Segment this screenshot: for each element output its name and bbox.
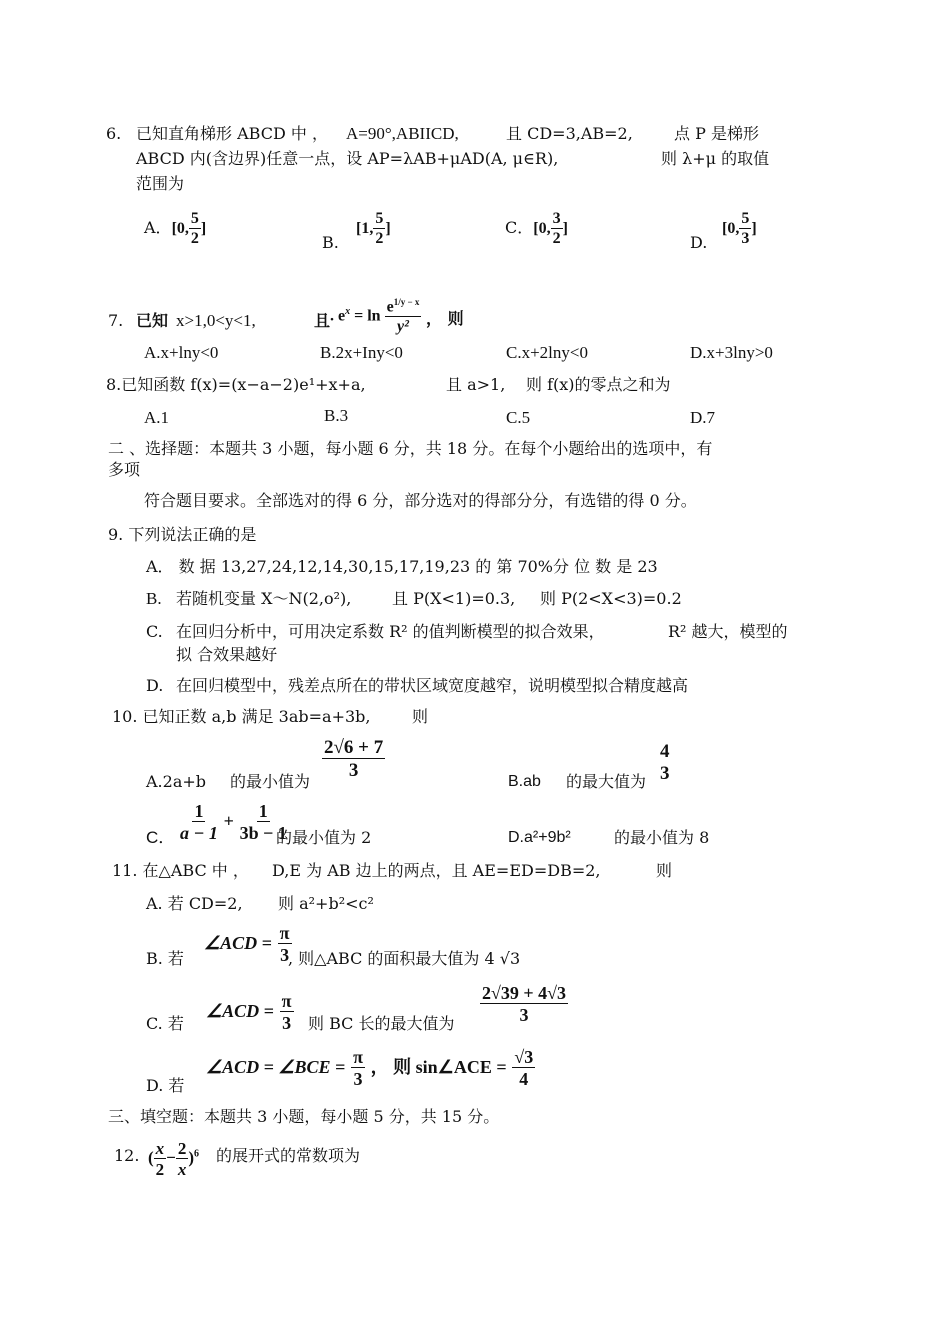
q6-stem-part4: 点 P 是梯形 [674, 124, 759, 143]
fraction [180, 802, 218, 842]
fraction-numerator: π [353, 1047, 363, 1067]
fraction-denominator: 2 [190, 229, 199, 247]
fraction-denominator: 3 [353, 1069, 363, 1089]
q12-stem: 的展开式的常数项为 [216, 1146, 361, 1165]
q12-number: 12. [114, 1146, 140, 1165]
q10-option-c-expr [180, 802, 287, 842]
eq-left: . e [330, 307, 346, 325]
angle-expression: ∠ACD = [206, 1001, 274, 1021]
q11-option-a-part2: 则 a²+b²<c² [278, 894, 374, 913]
q7-equation [330, 282, 421, 346]
q10-stem: 10. 已知正数 a,b 满足 3ab=a+3b, [112, 707, 371, 726]
q8-option-a: A.1 [144, 408, 170, 427]
interval-left: [0, [171, 220, 189, 237]
fraction-numerator: 3 [552, 209, 561, 227]
q11-option-d-condition [206, 1048, 535, 1088]
q10-option-a-value [322, 738, 385, 780]
q9-option-d-label: D. [146, 676, 164, 695]
fraction-denominator: 2 [155, 1160, 165, 1179]
fraction-denominator: 3 [280, 945, 290, 965]
angle-expression: ∠ACD = [204, 933, 272, 953]
fraction-numerator: 5 [375, 209, 384, 227]
q9-option-a: A． 数 据 13,27,24,12,14,30,15,17,19,23 的 第 70%分 位 数 是 23 [146, 557, 658, 576]
q8-stem-tail: 则 f(x)的零点之和为 [526, 375, 671, 394]
q6-stem-line2: ABCD 内(含边界)任意一点，设 AP=λAB+μAD(A, μ∈R), [136, 149, 559, 168]
q6-stem-line3: 范围为 [136, 174, 185, 193]
q10-option-d-text: 的最小值为 8 [614, 828, 710, 847]
fraction-numerator: x [155, 1139, 165, 1158]
q9-option-b-part3: 则 P(2<X<3)=0.2 [540, 589, 682, 608]
q9-option-c-label: C. [146, 622, 163, 641]
fraction [739, 211, 751, 247]
q10-stem-then: 则 [412, 707, 429, 726]
interval-left: [1, [356, 220, 374, 237]
interval-right: ] [385, 220, 391, 237]
q9-option-b-part2: 且 P(X<1)=0.3, [392, 589, 516, 608]
fraction-denominator: 2 [552, 229, 561, 247]
fraction-denominator: 3 [660, 763, 670, 784]
q9-option-c-part2: R² 越大，模型的 [668, 622, 788, 641]
eq-exponent: x [345, 306, 351, 317]
fraction [176, 1140, 189, 1178]
interval-left: [0, [533, 220, 551, 237]
q8-stem: 8.已知函数 f(x)=(x−a−2)e¹+x+a, [106, 375, 366, 394]
interval-right: ] [200, 220, 207, 237]
q9-option-c-part3: 拟 合效果越好 [176, 645, 278, 664]
fraction [658, 742, 672, 783]
q6-stem-part3: 且 CD=3,AB=2, [506, 124, 633, 143]
minus-sign: − [166, 1147, 176, 1167]
fraction [512, 1048, 535, 1088]
fraction-denominator: 3 [519, 1005, 529, 1025]
q11-option-b-text: , 则△ABC 的面积最大值为 4 √3 [288, 949, 521, 968]
fraction-numerator: π [279, 923, 290, 943]
q10-option-b-value [658, 742, 672, 783]
section-2-line1: 二 、选择题：本题共 3 小题，每小题 6 分，共 18 分。在每个小题给出的选项中，有 [108, 439, 713, 458]
q6-number: 6. [106, 124, 122, 143]
q8-option-c: C.5 [506, 408, 531, 427]
fraction-numerator [385, 298, 422, 317]
fraction-numerator: 5 [190, 209, 199, 227]
q11-stem-then: 则 [656, 861, 673, 880]
fraction [154, 1140, 167, 1178]
paren-open: ( [148, 1147, 154, 1167]
interval-right: ] [562, 220, 568, 237]
q7-option-b: B.2x+Iny<0 [320, 343, 403, 362]
interval-left: [0, [722, 220, 740, 237]
fraction-denominator: y² [397, 318, 409, 336]
q10-option-b-label: B.ab [508, 773, 541, 790]
fraction-denominator: 3 [741, 229, 750, 247]
q11-option-c-text: 则 BC 长的最大值为 [308, 1014, 455, 1033]
q7-option-d: D.x+3lny>0 [690, 343, 773, 362]
plus-sign: + [223, 811, 234, 831]
fraction-numerator: √3 [514, 1047, 534, 1067]
q7-stem-then: ， 则 [426, 309, 464, 328]
q10-option-c-text: 的最小值为 2 [276, 828, 372, 847]
q9-stem: 9. 下列说法正确的是 [108, 525, 257, 544]
fraction [480, 984, 568, 1024]
q9-option-b-label: B. [146, 589, 162, 608]
q11-option-c-value [480, 984, 568, 1024]
q12-expression [148, 1140, 199, 1178]
fraction-denominator: 4 [519, 1069, 529, 1089]
q10-option-b-text: 的最大值为 [566, 772, 647, 791]
q11-option-b-label: B. 若 [146, 949, 184, 968]
q8-stem-condition: 且 a>1, [446, 375, 506, 394]
q6-option-d [722, 206, 757, 251]
fraction-numerator: 4 [660, 741, 670, 762]
fraction-numerator: 1 [194, 801, 204, 821]
section-2-line3: 符合题目要求。全部选对的得 6 分，部分选对的得部分分，有选错的得 0 分。 [144, 491, 697, 510]
fraction-denominator: a − 1 [180, 823, 218, 843]
q7-stem-and: 且 [314, 311, 331, 330]
fraction-denominator: 2 [375, 229, 384, 247]
q7-number: 7. [108, 311, 124, 330]
exponent: 6 [194, 1148, 200, 1160]
q7-stem-conditions: x>1,0<y<1, [176, 311, 256, 330]
fraction-denominator: 3 [348, 760, 359, 781]
q11-option-d-label: D. 若 [146, 1076, 185, 1095]
q10-option-d-label: D.a²+9b² [508, 829, 571, 846]
eq-base: e [386, 298, 394, 316]
fraction [189, 211, 201, 247]
eq-ln: = ln [350, 307, 385, 325]
fraction-numerator: 5 [741, 209, 750, 227]
q6-stem-part2: A=90°,ABIICD, [346, 124, 459, 143]
q10-option-a-text: 的最小值为 [230, 772, 311, 791]
interval-right: ] [751, 220, 757, 237]
q7-option-c: C.x+2lny<0 [506, 343, 588, 362]
q6-option-a [144, 206, 206, 251]
eq-power: 1/y − x [393, 297, 420, 307]
fraction [280, 992, 294, 1032]
q10-option-a-label: A.2a+b [146, 772, 207, 791]
section-2-line2: 多项 [108, 460, 141, 479]
q6-stem-part1: 已知直角梯形 ABCD 中 ， [136, 124, 328, 143]
q6-option-d-label: D. [690, 233, 708, 252]
option-label: C． [505, 218, 534, 237]
q11-option-c-condition [206, 992, 294, 1032]
q11-option-a-part1: A. 若 CD=2, [146, 894, 243, 913]
sine-expression: ， 则 sin∠ACE = [370, 1057, 507, 1077]
q6-option-b-label: B. [322, 233, 339, 252]
paren-close: ) [188, 1147, 195, 1167]
q11-stem-part1: 11. 在△ABC 中 ， [112, 861, 249, 880]
angle-expression: ∠ACD = ∠BCE = [206, 1057, 346, 1077]
q9-option-d-text: 在回归模型中，残差点所在的带状区域宽度越窄，说明模型拟合精度越高 [176, 676, 689, 695]
q9-option-b-part1: 若随机变量 X～N(2,o²), [176, 589, 352, 608]
q11-stem-part2: D,E 为 AB 边上的两点，且 AE=ED=DB=2, [272, 861, 601, 880]
q10-option-c-label: C． [146, 828, 176, 847]
fraction [351, 1048, 365, 1088]
fraction [551, 211, 563, 247]
section-3-header: 三、填空题：本题共 3 小题，每小题 5 分，共 15 分。 [108, 1107, 500, 1126]
fraction [373, 211, 385, 247]
q8-option-b: B.3 [324, 406, 349, 425]
fraction-denominator: x [177, 1160, 187, 1179]
q7-option-a: A.x+lny<0 [144, 343, 219, 362]
fraction [322, 738, 385, 780]
q9-option-c-part1: 在回归分析中，可用决定系数 R² 的值判断模型的拟合效果， [176, 622, 605, 641]
q11-option-c-label: C. 若 [146, 1014, 184, 1033]
fraction-denominator: 3 [282, 1013, 292, 1033]
q6-option-c [505, 206, 568, 251]
q8-option-d: D.7 [690, 408, 716, 427]
fraction-numerator: 2√6 + 7 [324, 737, 384, 758]
option-label: A． [144, 218, 172, 237]
fraction-numerator: 2√39 + 4√3 [482, 983, 567, 1003]
eq-fraction [385, 298, 422, 335]
fraction-numerator: 1 [258, 801, 268, 821]
q7-stem-known: 已知 [136, 311, 169, 330]
fraction-numerator: 2 [177, 1139, 187, 1158]
q6-stem-line2-tail: 则 λ+μ 的取值 [661, 149, 770, 168]
q11-option-b-condition [204, 924, 292, 964]
q6-option-b [356, 206, 391, 251]
fraction-numerator: π [281, 991, 292, 1011]
fraction-denominator: 3b − 1 [239, 823, 287, 843]
